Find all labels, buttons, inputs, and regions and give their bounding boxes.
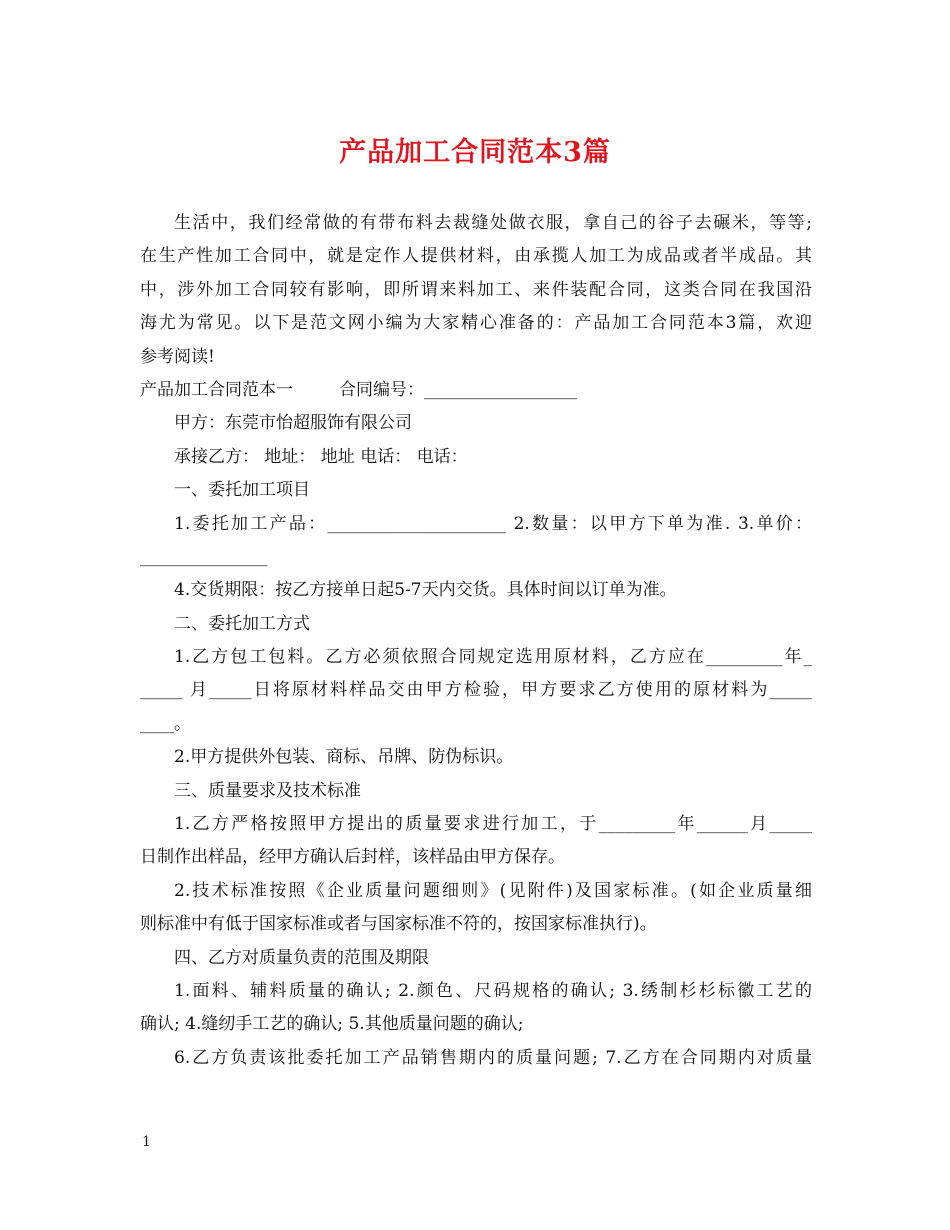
clause-line: _____ 月_____日将原材料样品交由甲方检验，甲方要求乙方使用的原材料为_____ [140,680,812,701]
section-heading: 四、乙方对质量负责的范围及期限 [174,947,429,968]
intro-line: 海尤为常见。以下是范文网小编为大家精心准备的：产品加工合同范本3篇，欢迎 [140,313,812,334]
clause-line: 1.委托加工产品：_____________________ 2.数量：以甲方下单为准. 3.单价： [174,513,812,534]
clause-line: 6.乙方负责该批委托加工产品销售期内的质量问题; 7.乙方在合同期内对质量 [174,1047,812,1068]
intro-line: 参考阅读! [140,346,215,367]
clause-line: 2.甲方提供外包装、商标、吊牌、防伪标识。 [174,747,514,768]
clause-line: 甲方：东莞市怡超服饰有限公司 [174,413,412,434]
section-heading: 三、质量要求及技术标准 [174,780,361,801]
page-number: 1 [142,1134,151,1150]
clause-line: 承接乙方： 地址： 地址 电话： 电话： [174,446,468,467]
document-title: 产品加工合同范本3篇 [339,137,611,168]
section-heading: 一、委托加工项目 [174,480,310,501]
section-heading: 二、委托加工方式 [174,613,310,634]
intro-line: 在生产性加工合同中，就是定作人提供材料，由承揽人加工为成品或者半成品。其 [140,246,812,267]
clause-line: ____。 [140,713,191,734]
clause-line: _______________ [140,546,268,567]
contract-heading-row [140,374,812,407]
intro-line: 生活中，我们经常做的有带布料去裁缝处做衣服，拿自己的谷子去碾米，等等; [174,213,812,233]
clause-line: 确认; 4.缝纫手工艺的确认; 5.其他质量问题的确认; [140,1014,524,1035]
clause-line: 1.面料、辅料质量的确认; 2.颜色、尺码规格的确认; 3.绣制杉杉标徽工艺的 [174,980,812,1001]
contract-number: 合同编号：__________________ [339,379,577,400]
clause-line: 2.技术标准按照《企业质量问题细则》(见附件)及国家标准。(如企业质量细 [174,880,812,901]
clause-line: 1.乙方严格按照甲方提出的质量要求进行加工，于_________年______月_____ [174,814,812,835]
intro-line: 中，涉外加工合同较有影响，即所谓来料加工、来件装配合同，这类合同在我国沿 [140,279,812,300]
contract-heading: 产品加工合同范本一 [140,379,293,400]
clause-line: 4.交货期限：按乙方接单日起5-7天内交货。具体时间以订单为准。 [174,580,677,601]
document-body [140,207,812,1075]
clause-line: 则标准中有低于国家标准或者与国家标准不符的，按国家标准执行)。 [140,914,657,935]
clause-line: 日制作出样品，经甲方确认后封样，该样品由甲方保存。 [140,847,565,868]
clause-line: 1.乙方包工包料。乙方必须依照合同规定选用原材料，乙方应在_________年_ [174,647,812,668]
